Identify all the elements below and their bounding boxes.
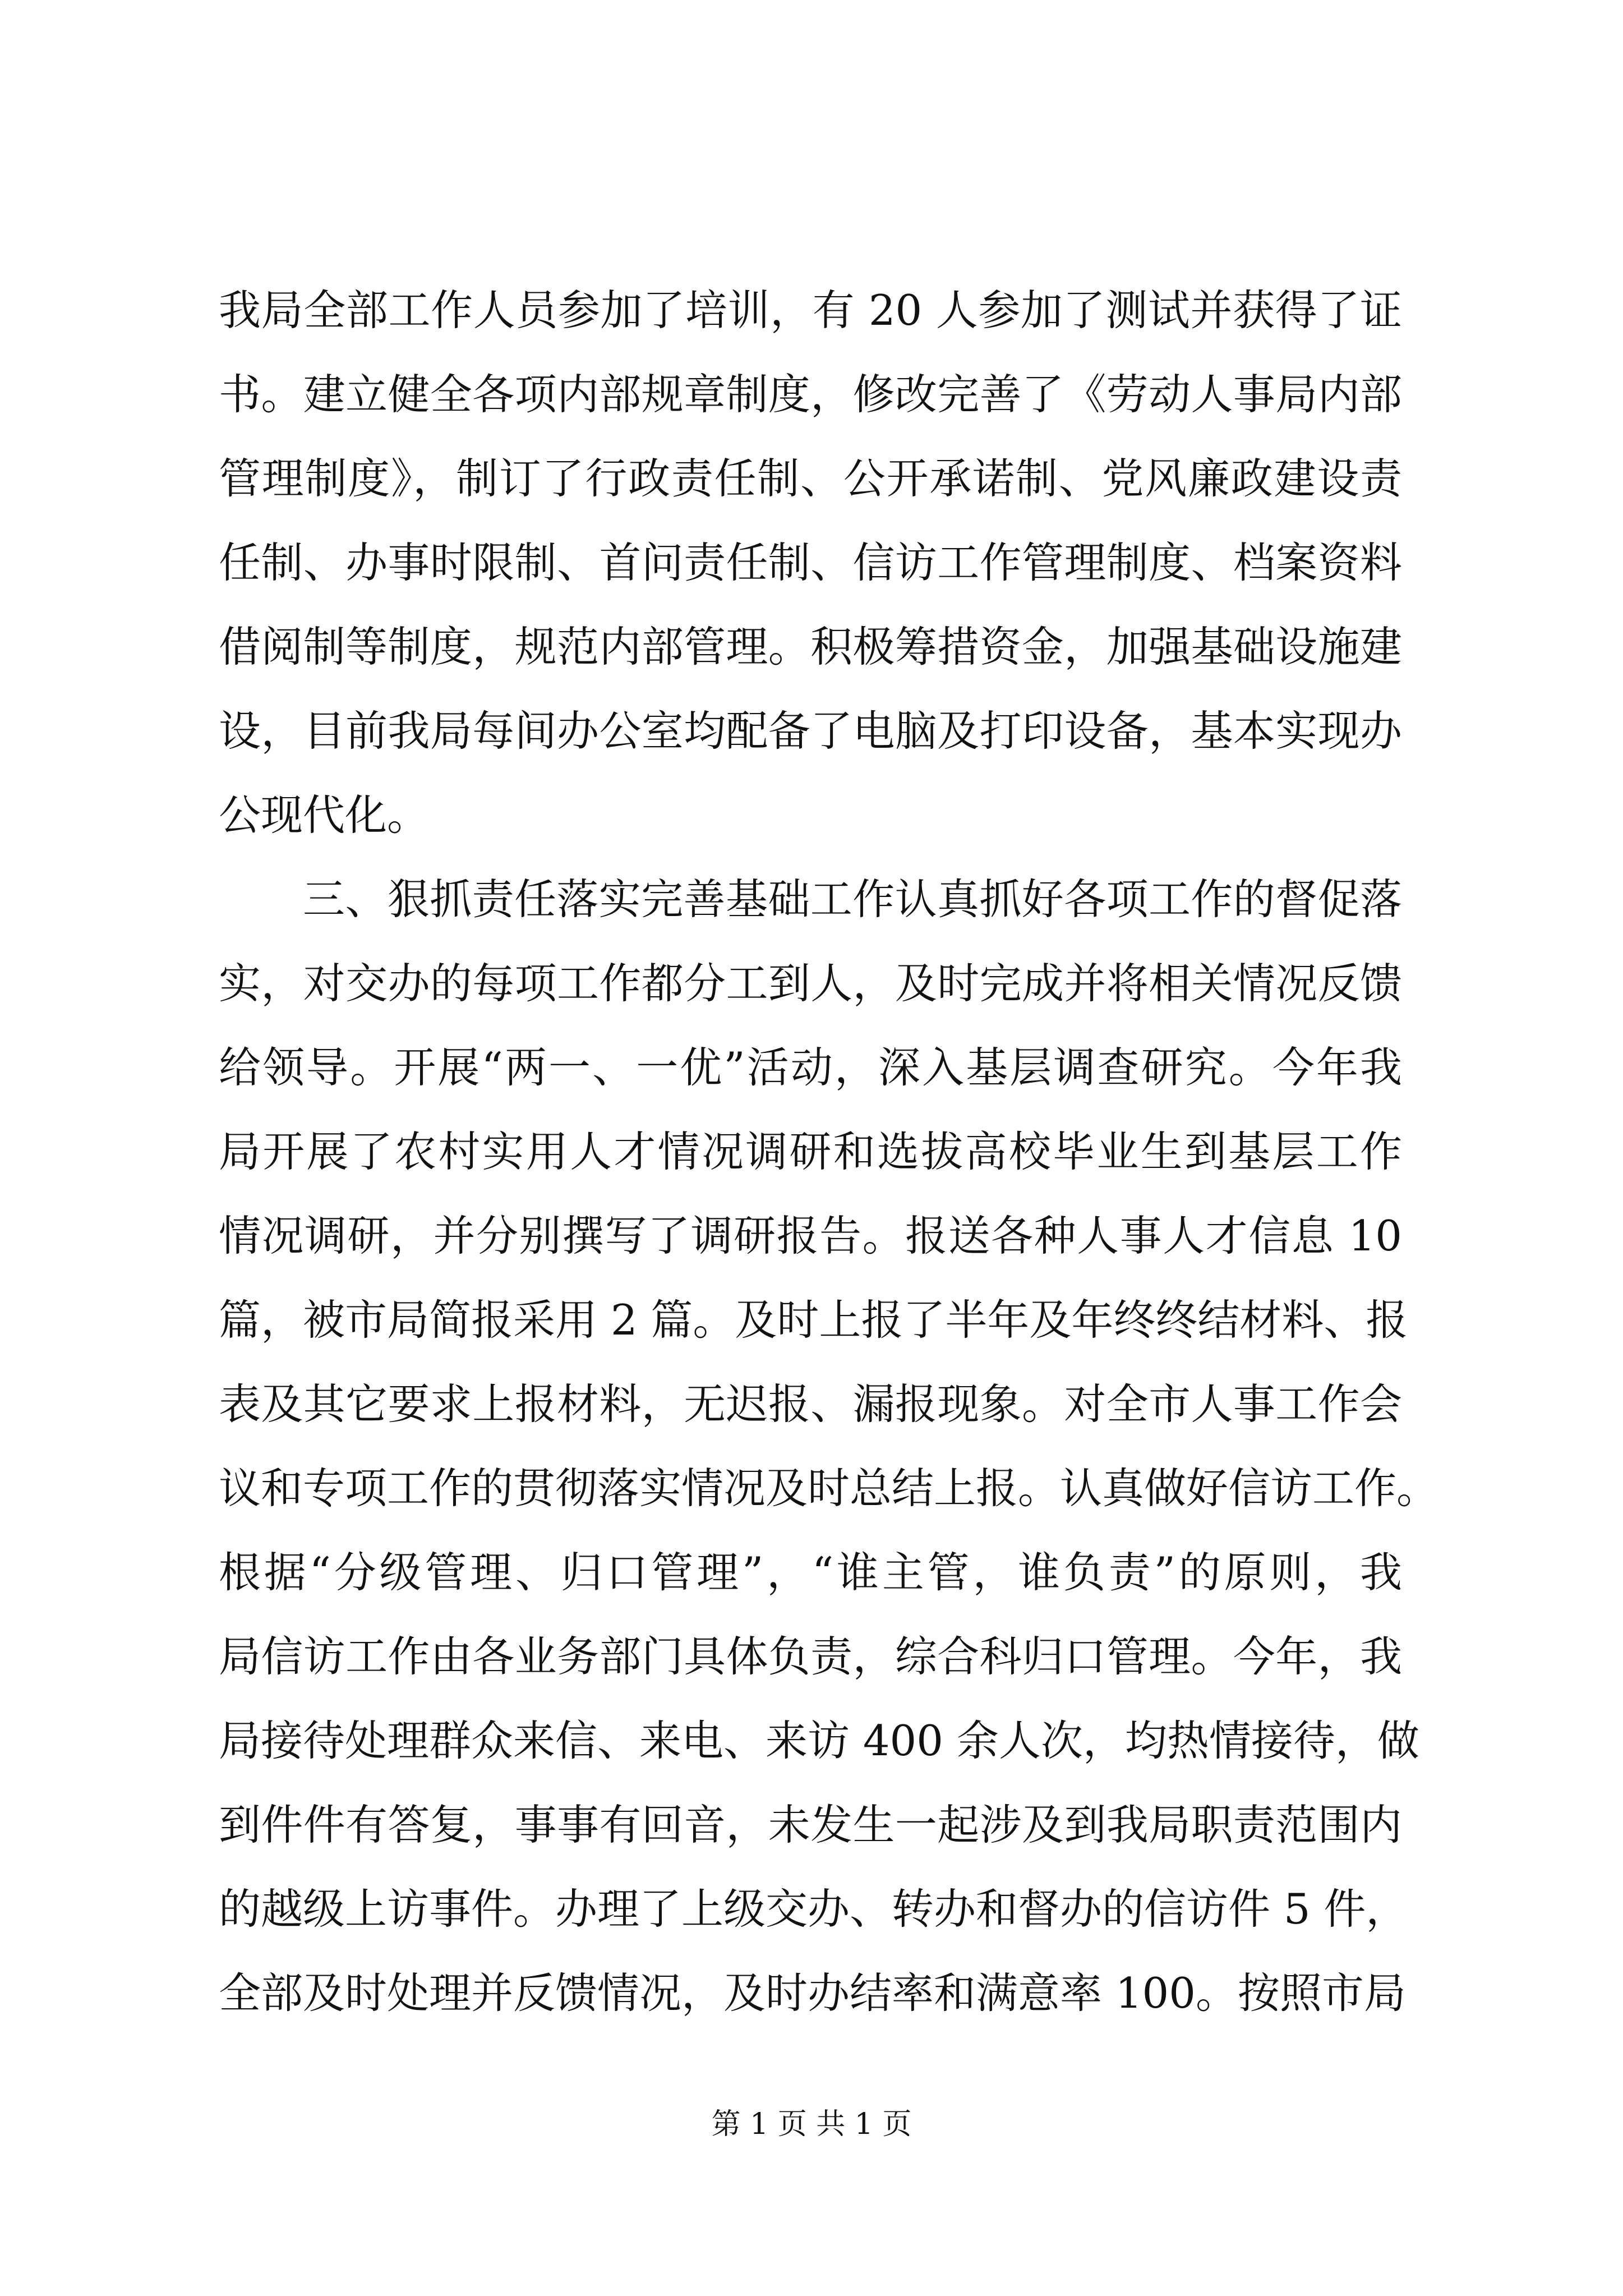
text-line: 我局全部工作人员参加了培训，有 20 人参加了测试并获得了证 <box>219 286 1402 335</box>
page-number: 第 1 页 共 1 页 <box>711 2108 912 2141</box>
text-line: 全部及时处理并反馈情况，及时办结率和满意率 100。按照市局 <box>219 1968 1406 2018</box>
text-line: 管理制度》，制订了行政责任制、公开承诺制、党风廉政建设责 <box>219 454 1402 503</box>
text-line: 实，对交办的每项工作都分工到人，及时完成并将相关情况反馈 <box>219 959 1402 1008</box>
body-text <box>219 268 1439 2035</box>
section-heading-line: 三、狠抓责任落实完善基础工作认真抓好各项工作的督促落 <box>303 875 1402 924</box>
text-line: 的越级上访事件。办理了上级交办、转办和督办的信访件 5 件， <box>219 1884 1408 1934</box>
text-line: 任制、办事时限制、首问责任制、信访工作管理制度、档案资料 <box>219 538 1402 587</box>
text-line: 局接待处理群众来信、来电、来访 400 余人次，均热情接待，做 <box>219 1716 1419 1765</box>
text-line: 议和专项工作的贯彻落实情况及时总结上报。认真做好信访工作。 <box>219 1464 1439 1513</box>
text-line: 表及其它要求上报材料，无迟报、漏报现象。对全市人事工作会 <box>219 1379 1402 1429</box>
text-line: 局开展了农村实用人才情况调研和选拔高校毕业生到基层工作 <box>219 1127 1402 1176</box>
text-line: 情况调研，并分别撰写了调研报告。报送各种人事人才信息 10 <box>219 1211 1402 1260</box>
text-line: 设，目前我局每间办公室均配备了电脑及打印设备，基本实现办 <box>219 706 1402 756</box>
text-line: 到件件有答复，事事有回音，未发生一起涉及到我局职责范围内 <box>219 1800 1402 1849</box>
text-line: 根据“分级管理、归口管理”，“谁主管，谁负责”的原则，我 <box>219 1548 1402 1597</box>
text-line: 篇，被市局简报采用 2 篇。及时上报了半年及年终终结材料、报 <box>219 1295 1408 1345</box>
text-line: 书。建立健全各项内部规章制度，修改完善了《劳动人事局内部 <box>219 370 1402 419</box>
text-line: 给领导。开展“两一、一优”活动，深入基层调查研究。今年我 <box>219 1043 1402 1092</box>
text-line: 公现代化。 <box>219 790 430 840</box>
text-line: 局信访工作由各业务部门具体负责，综合科归口管理。今年，我 <box>219 1632 1402 1681</box>
text-line: 借阅制等制度，规范内部管理。积极筹措资金，加强基础设施建 <box>219 622 1402 671</box>
page-footer <box>0 2105 1623 2144</box>
